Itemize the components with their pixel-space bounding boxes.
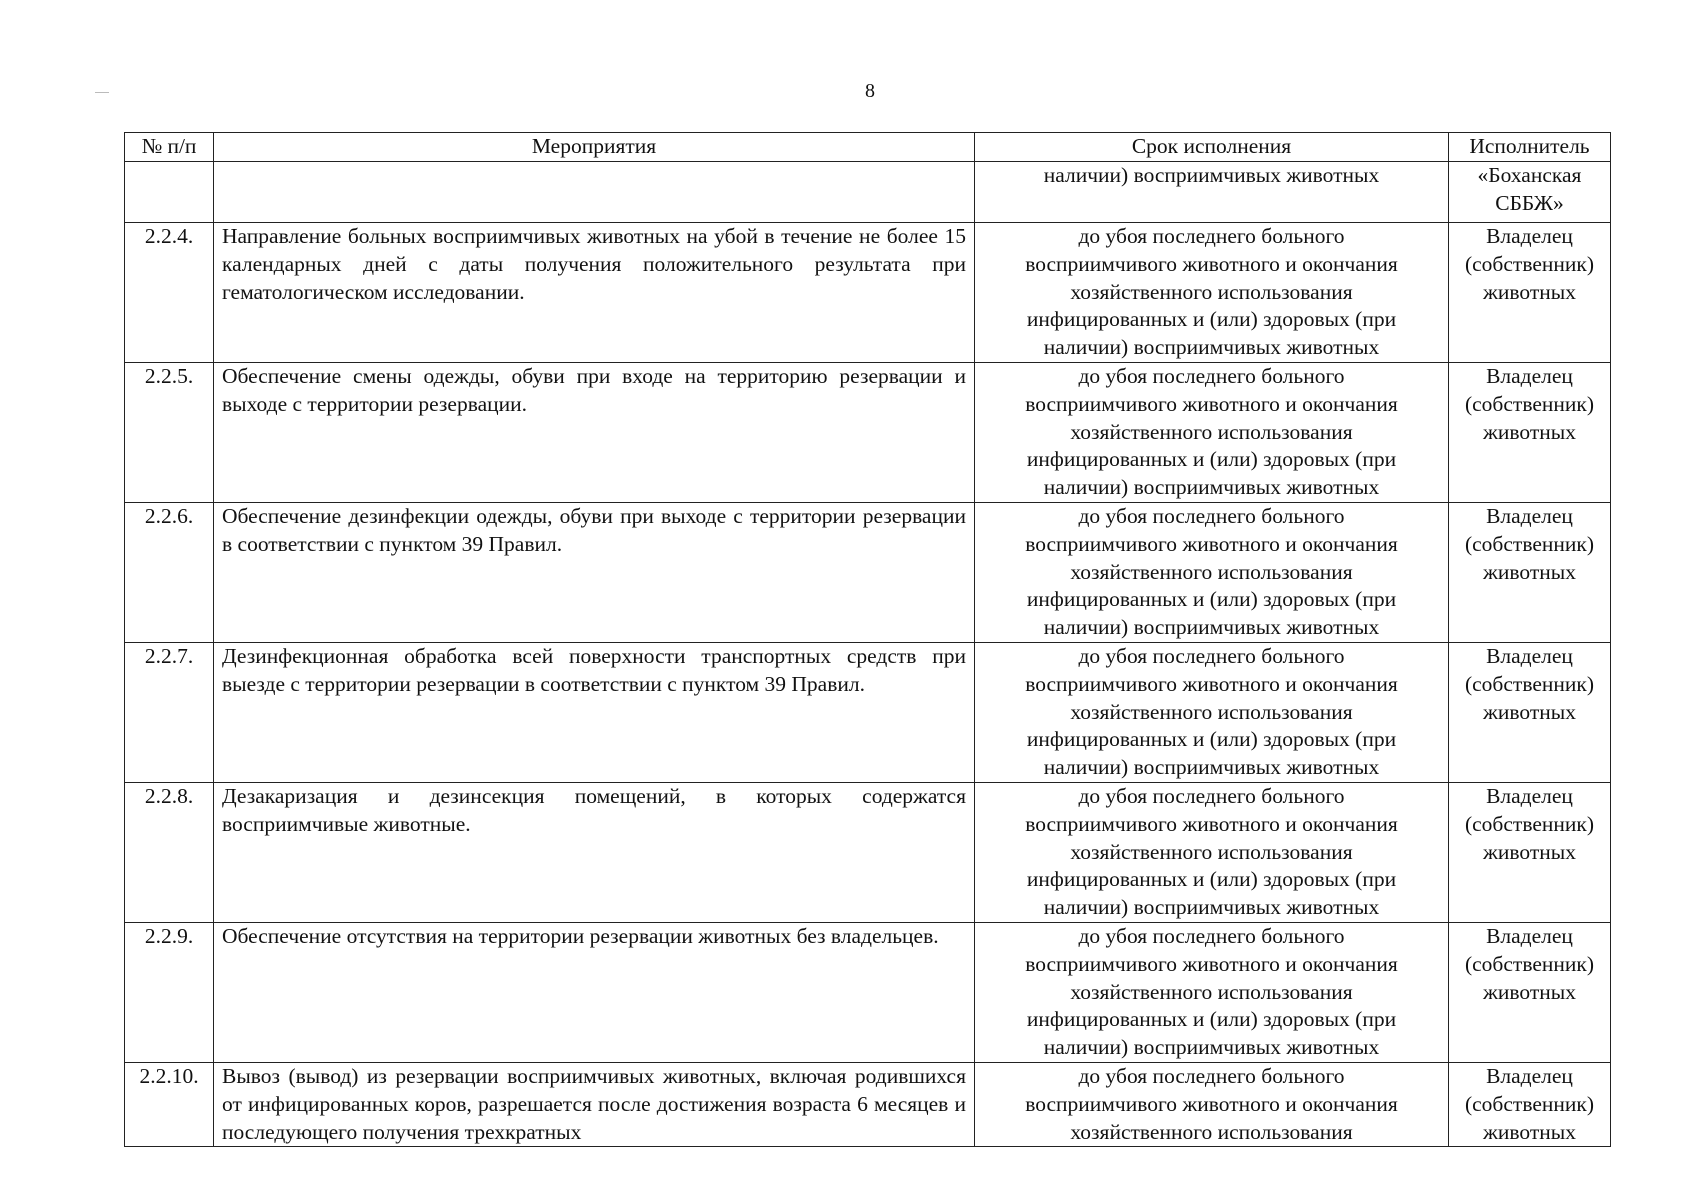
- row-performer: [1449, 162, 1611, 223]
- row-deadline: [975, 162, 1449, 223]
- row-number: 2.2.9.: [125, 922, 214, 1062]
- deadline-line: до убоя последнего больного: [1078, 783, 1345, 808]
- deadline-line: хозяйственного использования: [1070, 1119, 1353, 1144]
- deadline-line: хозяйственного использования: [1070, 559, 1353, 584]
- deadline-line: наличии) восприимчивых животных: [1043, 475, 1380, 500]
- performer-line: животных: [1483, 559, 1576, 584]
- row-number: 2.2.5.: [125, 362, 214, 502]
- table-row: [125, 362, 1611, 502]
- performer-line: (собственник): [1464, 951, 1595, 976]
- row-deadline: [975, 362, 1449, 502]
- performer-line: (собственник): [1464, 531, 1595, 556]
- row-performer: [1449, 642, 1611, 782]
- deadline-line: хозяйственного использования: [1070, 279, 1353, 304]
- row-measure: Направление больных восприимчивых животных на убой в течение не более 15 календарных дней с даты получения положительного результата при гематологическом исследовании.: [214, 223, 975, 363]
- row-performer: [1449, 782, 1611, 922]
- table-row: [125, 223, 1611, 363]
- deadline-line: восприимчивого животного и окончания: [1025, 671, 1398, 696]
- deadline-line: инфицированных и (или) здоровых (при: [1026, 307, 1397, 332]
- deadline-line: до убоя последнего больного: [1078, 1063, 1345, 1088]
- header-deadline: Срок исполнения: [975, 133, 1449, 162]
- row-deadline: [975, 922, 1449, 1062]
- row-number: 2.2.6.: [125, 502, 214, 642]
- deadline-line: хозяйственного использования: [1070, 979, 1353, 1004]
- table-row: [125, 922, 1611, 1062]
- performer-line: (собственник): [1464, 391, 1595, 416]
- performer-line: Владелец: [1486, 923, 1573, 948]
- deadline-line: инфицированных и (или) здоровых (при: [1026, 1007, 1397, 1032]
- row-number: [125, 162, 214, 223]
- row-measure: Обеспечение смены одежды, обуви при входе на территорию резервации и выходе с территории резервации.: [214, 362, 975, 502]
- performer-line: (собственник): [1464, 811, 1595, 836]
- deadline-line: наличии) восприимчивых животных: [1043, 755, 1380, 780]
- table-row: [125, 502, 1611, 642]
- performer-line: животных: [1483, 979, 1576, 1004]
- deadline-line: хозяйственного использования: [1070, 839, 1353, 864]
- performer-line: животных: [1483, 279, 1576, 304]
- table-row-continuation: [125, 162, 1611, 223]
- table-row: [125, 1062, 1611, 1146]
- performer-line: Владелец: [1486, 503, 1573, 528]
- deadline-line: восприимчивого животного и окончания: [1025, 531, 1398, 556]
- row-measure: Вывоз (вывод) из резервации восприимчивых животных, включая родившихся от инфицированных коров, разрешается после достижения возраста 6 месяцев и последующего получения трехкратных: [214, 1062, 975, 1146]
- performer-line: Владелец: [1486, 1063, 1573, 1088]
- row-performer: [1449, 362, 1611, 502]
- deadline-line: наличии) восприимчивых животных: [1043, 163, 1380, 187]
- deadline-line: до убоя последнего больного: [1078, 363, 1345, 388]
- performer-line: Владелец: [1486, 643, 1573, 668]
- deadline-line: восприимчивого животного и окончания: [1025, 811, 1398, 836]
- deadline-line: инфицированных и (или) здоровых (при: [1026, 727, 1397, 752]
- performer-line: Владелец: [1486, 363, 1573, 388]
- row-deadline: [975, 223, 1449, 363]
- header-measures: Мероприятия: [214, 133, 975, 162]
- deadline-line: инфицированных и (или) здоровых (при: [1026, 867, 1397, 892]
- deadline-line: хозяйственного использования: [1070, 699, 1353, 724]
- deadline-line: восприимчивого животного и окончания: [1025, 251, 1398, 276]
- deadline-line: восприимчивого животного и окончания: [1025, 951, 1398, 976]
- row-deadline: [975, 1062, 1449, 1146]
- deadline-line: наличии) восприимчивых животных: [1043, 895, 1380, 920]
- deadline-line: до убоя последнего больного: [1078, 923, 1345, 948]
- row-deadline: [975, 782, 1449, 922]
- performer-line: животных: [1483, 839, 1576, 864]
- deadline-line: инфицированных и (или) здоровых (при: [1026, 447, 1397, 472]
- deadline-line: наличии) восприимчивых животных: [1043, 1035, 1380, 1060]
- deadline-line: наличии) восприимчивых животных: [1043, 615, 1380, 640]
- page-number: 8: [865, 80, 875, 102]
- row-number: 2.2.10.: [125, 1062, 214, 1146]
- performer-line: животных: [1483, 1119, 1576, 1144]
- performer-line: (собственник): [1464, 671, 1595, 696]
- deadline-line: инфицированных и (или) здоровых (при: [1026, 587, 1397, 612]
- deadline-line: до убоя последнего больного: [1078, 224, 1345, 248]
- row-performer: [1449, 1062, 1611, 1146]
- row-measure: Обеспечение дезинфекции одежды, обуви при выходе с территории резервации в соответствии с пунктом 39 Правил.: [214, 502, 975, 642]
- row-measure: Обеспечение отсутствия на территории резервации животных без владельцев.: [214, 922, 975, 1062]
- performer-line: животных: [1483, 419, 1576, 444]
- deadline-line: восприимчивого животного и окончания: [1025, 1091, 1398, 1116]
- performer-line: (собственник): [1464, 251, 1595, 276]
- measures-table: [124, 132, 1611, 1147]
- header-performer: Исполнитель: [1449, 133, 1611, 162]
- row-number: 2.2.4.: [125, 223, 214, 363]
- row-performer: [1449, 223, 1611, 363]
- performer-line: Владелец: [1486, 783, 1573, 808]
- row-deadline: [975, 502, 1449, 642]
- row-deadline: [975, 642, 1449, 782]
- deadline-line: до убоя последнего больного: [1078, 503, 1345, 528]
- deadline-line: наличии) восприимчивых животных: [1043, 335, 1380, 360]
- performer-line: Владелец: [1486, 224, 1573, 248]
- performer-line: животных: [1483, 699, 1576, 724]
- row-performer: [1449, 922, 1611, 1062]
- row-number: 2.2.8.: [125, 782, 214, 922]
- performer-line: (собственник): [1464, 1091, 1595, 1116]
- scan-edge-mark: [95, 92, 109, 93]
- row-measure: Дезинфекционная обработка всей поверхности транспортных средств при выезде с территории резервации в соответствии с пунктом 39 Правил.: [214, 642, 975, 782]
- performer-line: «Боханская: [1477, 163, 1582, 187]
- deadline-line: до убоя последнего больного: [1078, 643, 1345, 668]
- table-row: [125, 642, 1611, 782]
- row-performer: [1449, 502, 1611, 642]
- header-number: № п/п: [125, 133, 214, 162]
- deadline-line: восприимчивого животного и окончания: [1025, 391, 1398, 416]
- row-number: 2.2.7.: [125, 642, 214, 782]
- table-row: [125, 782, 1611, 922]
- deadline-line: хозяйственного использования: [1070, 419, 1353, 444]
- row-measure: Дезакаризация и дезинсекция помещений, в которых содержатся восприимчивые животные.: [214, 782, 975, 922]
- performer-line: СББЖ»: [1495, 190, 1564, 215]
- table-header-row: [125, 133, 1611, 162]
- row-measure: [214, 162, 975, 223]
